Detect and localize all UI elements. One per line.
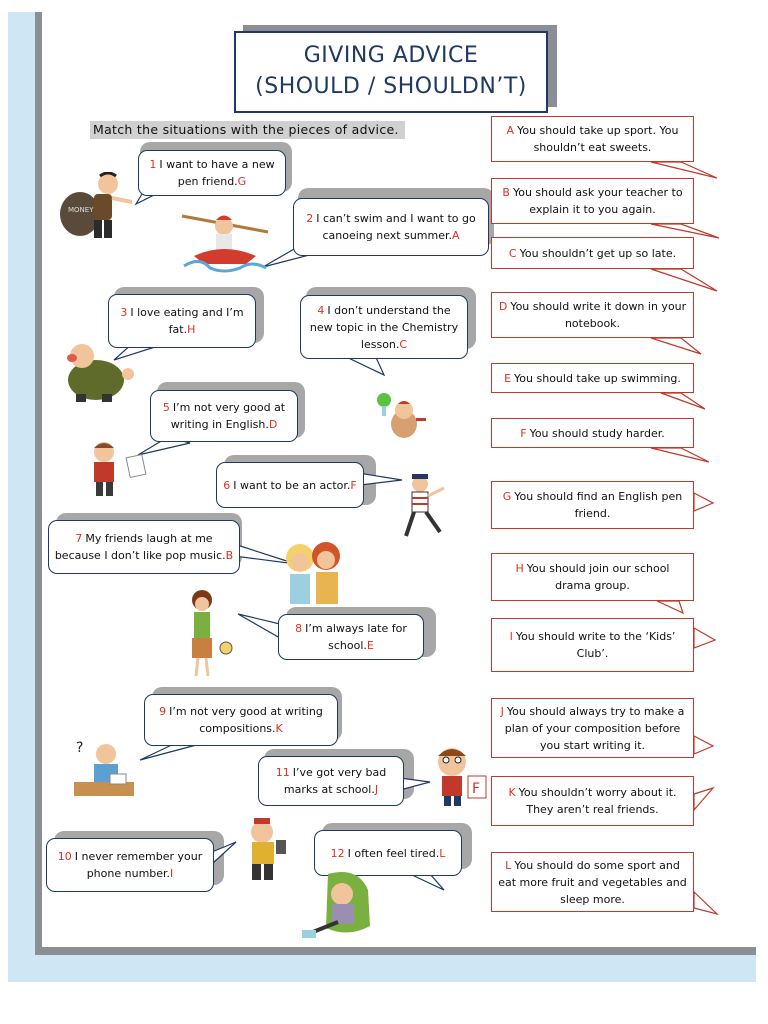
advice-letter: A <box>506 124 515 137</box>
advice-text: You should take up swimming. <box>514 371 681 385</box>
actor-mime-illustration <box>396 470 452 542</box>
situation-number: 11 <box>275 766 290 779</box>
advice-letter: G <box>502 490 512 503</box>
situation-text: I want to have a new pen friend. <box>159 158 275 188</box>
situation-answer: G <box>237 175 247 188</box>
advice-letter: D <box>498 300 508 313</box>
situation-answer: K <box>275 722 283 735</box>
situation-number: 4 <box>317 303 325 317</box>
advice-text: You should join our school drama group. <box>526 562 670 592</box>
advice-text: You should take up sport. You shouldn’t eat sweets. <box>517 124 679 154</box>
page-frame-left-shadow <box>35 12 42 957</box>
situation-text: I often feel tired. <box>347 846 440 860</box>
worksheet-title <box>234 31 548 113</box>
situation-answer: B <box>225 549 234 562</box>
situation-text: My friends laugh at me because I don’t like pop music. <box>54 532 226 562</box>
situation-number: 8 <box>295 622 303 635</box>
fat-man-illustration <box>46 338 138 402</box>
money-bag-label: MONEY <box>68 206 94 214</box>
situation-answer: D <box>268 418 278 431</box>
advice-text: You should do some sport and eat more fruit and vegetables and sleep more. <box>498 858 687 906</box>
situation-number: 1 <box>149 158 157 171</box>
chemistry-student-illustration <box>372 384 432 444</box>
situation-number: 2 <box>306 212 314 225</box>
situation-text: I’m always late for school. <box>305 622 407 652</box>
title-line-2: (SHOULD / SHOULDN’T) <box>255 74 527 99</box>
writing-man-illustration <box>82 440 154 498</box>
advice-text: You should always try to make a plan of your composition before you start writing it. <box>504 704 685 752</box>
title-line-1: GIVING ADVICE <box>303 43 479 68</box>
advice-text: You shouldn’t get up so late. <box>519 246 677 260</box>
advice-letter: I <box>509 630 513 643</box>
advice-text: You shouldn’t worry about it. They aren’t real friends. <box>518 786 677 816</box>
situation-text: I’m not very good at writing compositions. <box>169 705 323 735</box>
advice-letter: C <box>508 246 517 260</box>
situation-text: I never remember your phone number. <box>74 850 203 880</box>
confused-writer-illustration <box>70 734 140 798</box>
situation-answer: H <box>187 323 196 336</box>
advice-text: You should find an English pen friend. <box>514 490 683 520</box>
situation-text: I can’t swim and I want to go canoeing next summer. <box>316 212 476 242</box>
situation-text: I’m not very good at writing in English. <box>170 401 286 431</box>
advice-text: You should write to the ‘Kids’ Club’. <box>515 630 676 660</box>
money-bag-man-illustration <box>58 172 138 242</box>
situation-number: 9 <box>159 705 167 718</box>
question-mark-icon: ? <box>76 740 84 756</box>
situation-text: I want to be an actor. <box>233 478 351 492</box>
advice-letter: J <box>500 704 504 718</box>
advice-text: You should ask your teacher to explain it to you again. <box>512 186 683 216</box>
situation-number: 6 <box>223 478 231 492</box>
situation-number: 12 <box>330 846 345 860</box>
situation-answer: F <box>350 478 357 492</box>
page-frame-bottom-shadow <box>42 947 756 955</box>
situation-answer: E <box>366 639 374 652</box>
advice-letter: F <box>520 426 527 440</box>
advice-letter: E <box>504 371 512 385</box>
advice-letter: K <box>508 786 516 799</box>
canoeing-boy-illustration <box>180 212 270 278</box>
late-girl-illustration <box>178 586 234 680</box>
situation-answer: C <box>399 337 408 351</box>
advice-text: You should study harder. <box>529 426 665 440</box>
advice-letter: B <box>502 186 510 199</box>
situation-number: 10 <box>57 850 72 863</box>
forgetful-man-illustration <box>236 812 300 884</box>
situation-answer: J <box>374 783 379 796</box>
situation-number: 5 <box>162 401 170 414</box>
situation-answer: I <box>170 867 174 880</box>
instruction-text: Match the situations with the pieces of advice. <box>90 121 405 139</box>
situation-number: 7 <box>75 532 83 545</box>
laughing-girls-illustration <box>278 536 350 606</box>
situation-text: I love eating and I’m fat. <box>130 306 244 336</box>
f-mark-sign: F <box>472 781 481 797</box>
page-frame-bottom <box>8 955 756 982</box>
situation-number: 3 <box>120 306 128 319</box>
advice-letter: H <box>515 562 524 575</box>
situation-text: I’ve got very bad marks at school. <box>283 766 387 796</box>
tired-person-illustration <box>298 866 382 946</box>
bad-marks-boy-illustration <box>428 742 492 806</box>
situation-answer: A <box>452 229 460 242</box>
page-frame-left <box>8 12 35 982</box>
situation-answer: L <box>439 846 446 860</box>
advice-text: You should write it down in your notebook. <box>510 300 687 330</box>
advice-letter: L <box>505 858 512 872</box>
situation-text: I don’t understand the new topic in the Chemistry lesson. <box>309 303 459 351</box>
